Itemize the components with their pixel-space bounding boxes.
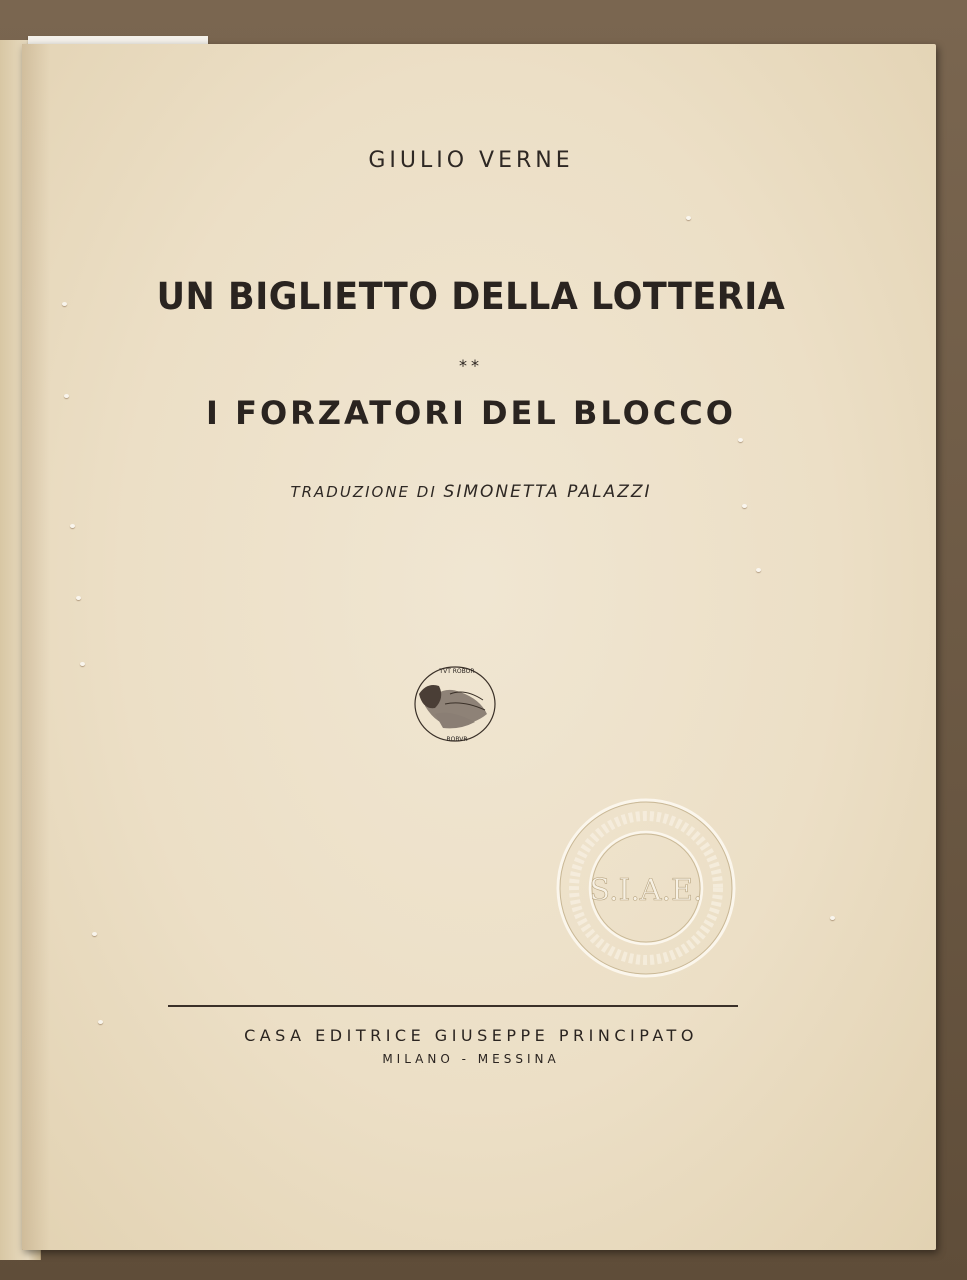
binding-hole (92, 932, 97, 936)
book-title: UN BIGLIETTO DELLA LOTTERIA (156, 275, 786, 319)
emblem-motto-top: TVT ROBOR (439, 668, 475, 675)
emblem-motto-bottom: ROBVR (446, 736, 468, 743)
author-name: GIULIO VERNE (368, 148, 574, 173)
binding-hole (686, 216, 691, 220)
binding-hole (742, 504, 747, 508)
translator-name: SIMONETTA PALAZZI (443, 482, 652, 502)
binding-hole (756, 568, 761, 572)
binding-hole (70, 524, 75, 528)
siae-blind-stamp-icon (554, 796, 738, 980)
title-page (22, 44, 936, 1250)
stamp-label: S.I.A.E. (589, 873, 703, 908)
book-subtitle: I FORZATORI DEL BLOCCO (206, 394, 736, 432)
volume-mark: ** (459, 356, 483, 375)
binding-hole (738, 438, 743, 442)
publisher-emblem-icon (405, 664, 499, 744)
publisher-name: CASA EDITRICE GIUSEPPE PRINCIPATO (244, 1026, 698, 1045)
translator-line (22, 482, 920, 502)
binding-hole (830, 916, 835, 920)
publisher-city: MILANO - MESSINA (382, 1052, 560, 1066)
binding-hole (62, 302, 67, 306)
binding-hole (64, 394, 69, 398)
translator-prefix: TRADUZIONE DI (290, 483, 437, 501)
divider-rule (168, 1005, 738, 1007)
binding-hole (80, 662, 85, 666)
binding-hole (76, 596, 81, 600)
binding-hole (98, 1020, 103, 1024)
